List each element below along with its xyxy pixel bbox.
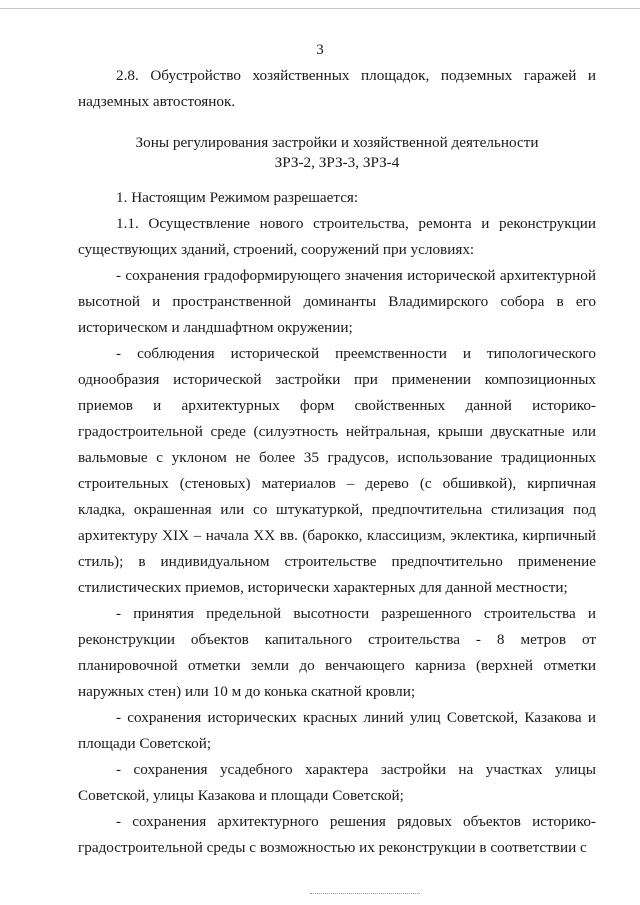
- page-number: 3: [316, 42, 324, 58]
- condition-red-lines: - сохранения исторических красных линий улиц Советской, Казакова и площади Советской;: [78, 709, 596, 752]
- paragraph-1-1: 1.1. Осуществление нового строительства, ремонта и реконструкции существующих зданий, строений, сооружений при условиях:: [78, 215, 596, 258]
- section-heading-line-1: Зоны регулирования застройки и хозяйственной деятельности: [135, 134, 539, 151]
- condition-dominant: - сохранения градоформирующего значения исторической архитектурной высотной и пространственной доминанты Владимирского собора в его историческом и ландшафтном окружении;: [78, 267, 596, 336]
- section-heading: [78, 133, 596, 173]
- document-body: [78, 63, 596, 861]
- condition-estate-character: - сохранения усадебного характера застройки на участках улицы Советской, улицы Казакова и площади Советской;: [78, 761, 596, 804]
- scan-top-rule: [0, 8, 640, 9]
- scan-bottom-marks: [310, 893, 420, 898]
- condition-architectural-solution: - сохранения архитектурного решения рядовых объектов историко-градостроительной среды с возможностью их реконструкции в соответствии с: [78, 813, 596, 856]
- paragraph-permitted: 1. Настоящим Режимом разрешается:: [116, 189, 359, 206]
- paragraph-2-8: 2.8. Обустройство хозяйственных площадок, подземных гаражей и надземных автостоянок.: [78, 67, 596, 110]
- condition-height-limit: - принятия предельной высотности разрешенного строительства и реконструкции объектов капитального строительства - 8 метров от планировочной отметки земли до венчающего карниза (верхней отметки наружных стен) или 10 м до конька скатной кровли;: [78, 605, 596, 700]
- section-heading-line-2: ЗРЗ-2, ЗРЗ-3, ЗРЗ-4: [274, 154, 400, 171]
- condition-continuity: - соблюдения исторической преемственности и типологического однообразия исторической застройки при применении композиционных приемов и архитектурных форм свойственных данной историко-градостроительной среде (силуэтность нейтральная, крыши двускатные или вальмовые с уклоном не более 35 градусов, использование традиционных строительных (стеновых) материалов – дерево (с обшивкой), кирпичная кладка, окрашенная или со штукатуркой, предпочтительна стилизация под архитектуру XIX – начала XX вв. (барокко, классицизм, эклектика, кирпичный стиль); в индивидуальном строительстве предпочтительно применение стилистических приемов, исторически характерных для данной местности;: [78, 345, 596, 596]
